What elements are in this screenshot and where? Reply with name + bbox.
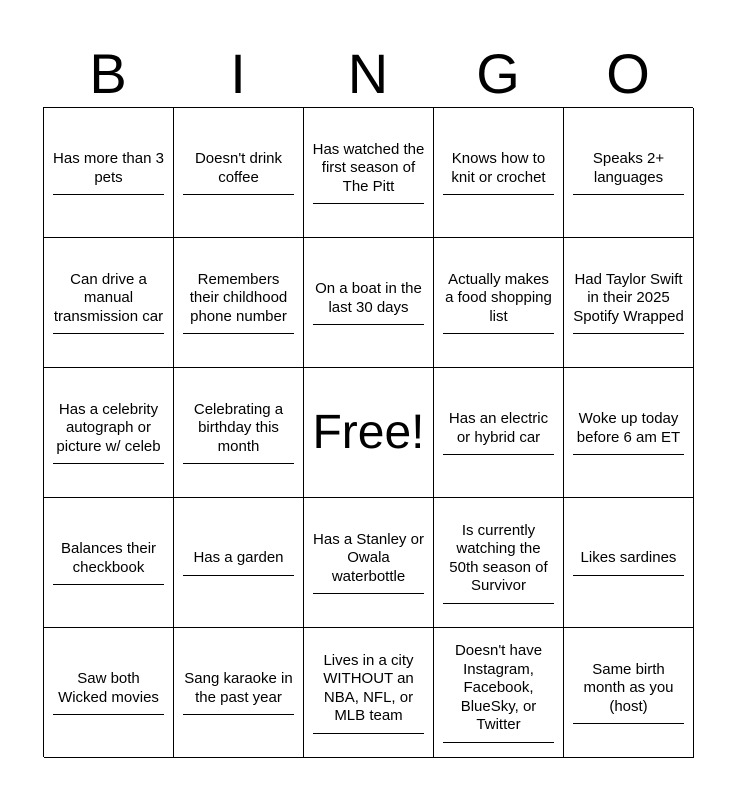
bingo-cell	[434, 368, 564, 498]
bingo-header	[43, 40, 693, 108]
signature-line	[313, 733, 424, 734]
signature-line	[183, 463, 294, 464]
signature-line	[53, 714, 164, 715]
signature-line	[183, 333, 294, 334]
bingo-board	[43, 107, 693, 757]
cell-prompt: Has a Stanley or Owala waterbottle	[313, 530, 424, 585]
bingo-cell	[304, 238, 434, 368]
bingo-cell	[44, 368, 174, 498]
signature-line	[443, 194, 554, 195]
signature-line	[53, 584, 164, 585]
cell-prompt: Knows how to knit or crochet	[451, 150, 546, 186]
header-letter-o: O	[606, 42, 650, 105]
bingo-cell	[434, 498, 564, 628]
cell-prompt: Remembers their childhood phone number	[189, 270, 288, 325]
cell-prompt: Actually makes a food shopping list	[445, 270, 552, 325]
signature-line	[443, 454, 554, 455]
cell-prompt: Likes sardines	[580, 549, 677, 567]
bingo-cell	[304, 108, 434, 238]
signature-line	[313, 203, 424, 204]
cell-prompt: Has more than 3 pets	[53, 150, 164, 186]
bingo-cell	[564, 108, 694, 238]
cell-prompt: Speaks 2+ languages	[592, 150, 665, 186]
signature-line	[183, 194, 294, 195]
bingo-cell	[174, 238, 304, 368]
signature-line	[313, 593, 424, 594]
header-letter-n: N	[347, 42, 389, 105]
bingo-cell	[44, 238, 174, 368]
bingo-cell	[434, 628, 564, 758]
cell-prompt: Has an electric or hybrid car	[448, 410, 549, 446]
bingo-cell	[564, 628, 694, 758]
cell-prompt: Has a celebrity autograph or picture w/ celeb	[56, 400, 161, 455]
bingo-cell	[304, 628, 434, 758]
free-space-cell	[304, 368, 434, 498]
cell-prompt: Doesn't drink coffee	[194, 150, 283, 186]
signature-line	[573, 333, 684, 334]
signature-line	[573, 723, 684, 724]
bingo-cell	[434, 108, 564, 238]
bingo-cell	[44, 628, 174, 758]
header-letter-b: B	[89, 42, 127, 105]
signature-line	[443, 333, 554, 334]
signature-line	[573, 194, 684, 195]
bingo-cell	[174, 368, 304, 498]
signature-line	[313, 324, 424, 325]
cell-prompt: Saw both Wicked movies	[58, 670, 159, 706]
cell-prompt: Lives in a city WITHOUT an NBA, NFL, or MLB team	[323, 651, 414, 724]
signature-line	[183, 714, 294, 715]
signature-line	[53, 194, 164, 195]
cell-prompt: Celebrating a birthday this month	[193, 400, 284, 455]
signature-line	[443, 742, 554, 743]
header-letter-g: G	[476, 42, 520, 105]
cell-prompt: Woke up today before 6 am ET	[576, 410, 681, 446]
cell-prompt: Can drive a manual transmission car	[53, 270, 164, 325]
cell-prompt: Has a garden	[193, 549, 284, 567]
signature-line	[53, 333, 164, 334]
free-space-label: Free!	[312, 405, 425, 459]
bingo-cell	[564, 498, 694, 628]
bingo-cell	[174, 108, 304, 238]
signature-line	[183, 575, 294, 576]
bingo-cell	[434, 238, 564, 368]
bingo-cell	[564, 238, 694, 368]
signature-line	[53, 463, 164, 464]
bingo-cell	[44, 498, 174, 628]
signature-line	[443, 603, 554, 604]
bingo-cell	[44, 108, 174, 238]
cell-prompt: Had Taylor Swift in their 2025 Spotify Wrapped	[573, 270, 684, 325]
signature-line	[573, 575, 684, 576]
cell-prompt: Is currently watching the 50th season of Survivor	[449, 521, 548, 594]
cell-prompt: On a boat in the last 30 days	[315, 280, 422, 316]
signature-line	[573, 454, 684, 455]
bingo-cell	[174, 628, 304, 758]
cell-prompt: Sang karaoke in the past year	[184, 670, 293, 706]
cell-prompt: Balances their checkbook	[60, 540, 157, 576]
bingo-cell	[304, 498, 434, 628]
bingo-cell	[564, 368, 694, 498]
cell-prompt: Doesn't have Instagram, Facebook, BlueSky, or Twitter	[454, 642, 543, 734]
cell-prompt: Same birth month as you (host)	[583, 660, 674, 715]
bingo-cell	[174, 498, 304, 628]
header-letter-i: I	[230, 42, 246, 105]
cell-prompt: Has watched the first season of The Pitt	[312, 140, 425, 195]
